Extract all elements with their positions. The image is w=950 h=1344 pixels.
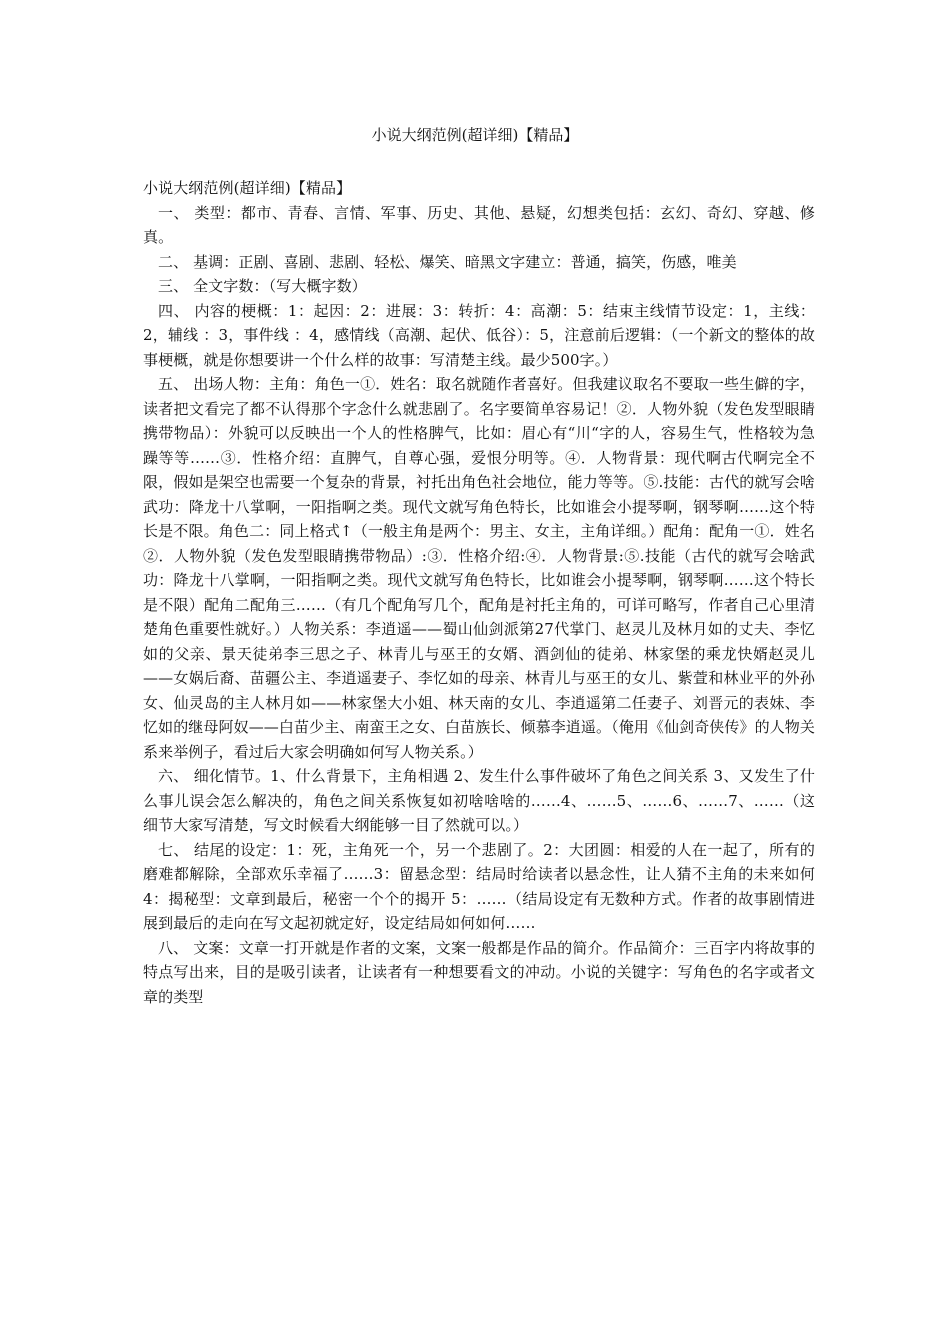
section-plot-details: 六、 细化情节。1、什么背景下，主角相遇 2、发生什么事件破坏了角色之间关系 3、又发生了什么事儿误会怎么解决的，角色之间关系恢复如初啥啥啥的……4、……5、……6、……7、……（这细节大家写清楚，写文时候看大纲能够一目了然就可以。） <box>143 767 815 834</box>
page-title: 小说大纲范例(超详细)【精品】 <box>371 126 579 144</box>
document-subtitle: 小说大纲范例(超详细)【精品】 <box>143 179 352 197</box>
section-characters: 五、 出场人物：主角：角色一①．姓名：取名就随作者喜好。但我建议取名不要取一些生僻的字，读者把文看完了都不认得那个字念什么就悲剧了。名字要简单容易记！②．人物外貌（发色发型眼睛携带物品）：外貌可以反映出一个人的性格脾气，比如：眉心有“川“字的人，容易生气，性格较为急躁等等……③．性格介绍：直脾气，自尊心强，爱恨分明等。④．人物背景：现代啊古代啊完全不限，假如是架空也需要一个复杂的背景，衬托出角色社会地位，能力等等。⑤.技能：古代的就写会啥武功：降龙十八掌啊，一阳指啊之类。现代文就写角色特长，比如谁会小提琴啊，钢琴啊……这个特长是不限。角色二：同上格式↑（一般主角是两个：男主、女主，主角详细。）配角：配角一①．姓名②．人物外貌（发色发型眼睛携带物品）:③．性格介绍:④．人物背景:⑤.技能（古代的就写会啥武功：降龙十八掌啊，一阳指啊之类。现代文就写角色特长，比如谁会小提琴啊，钢琴啊……这个特长是不限）配角二配角三……（有几个配角写几个，配角是衬托主角的，可详可略写，作者自己心里清楚角色重要性就好。）人物关系：李逍遥——蜀山仙剑派第27代掌门、赵灵儿及林月如的丈夫、李忆如的父亲、景天徒弟李三思之子、林青儿与巫王的女婿、酒剑仙的徒弟、林家堡的乘龙快婿赵灵儿——女娲后裔、苗疆公主、李逍遥妻子、李忆如的母亲、林青儿与巫王的女儿、紫萱和林业平的外孙女、仙灵岛的主人林月如——林家堡大小姐、林天南的女儿、李逍遥第二任妻子、刘晋元的表妹、李忆如的继母阿奴——白苗少主、南蛮王之女、白苗族长、倾慕李逍遥。（俺用《仙剑奇侠传》的人物关系来举例子，看过后大家会明确如何写人物关系。） <box>143 375 816 761</box>
section-ending: 七、 结尾的设定：1：死，主角死一个，另一个悲剧了。2：大团圆：相爱的人在一起了，所有的磨难都解除，全部欢乐幸福了……3：留悬念型：结局时给读者以悬念性，让人猜不主角的未来如何 4：揭秘型：文章到最后，秘密一个个的揭开 5：……（结局设定有无数种方式。作者的故事剧情进展到最后的走向在写文起初就定好，设定结局如何如何…… <box>143 840 815 932</box>
section-synopsis: 四、 内容的梗概：1：起因：2：进展：3：转折：4：高潮：5：结束主线情节设定：1，主线：2，辅线 ：3，事件线 ：4，感情线（高潮、起伏、低谷）：5，注意前后逻辑：（一个新文的整体的故事梗概，就是你想要讲一个什么样的故事：写清楚主线。最少500字。） <box>143 301 815 369</box>
section-type: 一、 类型：都市、青春、言情、军事、历史、其他、悬疑，幻想类包括：玄幻、奇幻、穿越、修真。 <box>143 203 815 246</box>
document-body <box>143 176 815 1009</box>
section-blurb: 八、 文案：文章一打开就是作者的文案，文案一般都是作品的简介。作品简介：三百字内将故事的特点写出来，目的是吸引读者，让读者有一种想要看文的冲动。小说的关键字：写角色的名字或者文章的类型 <box>143 938 815 1006</box>
section-word-count: 三、 全文字数：（写大概字数） <box>158 277 367 295</box>
section-tone: 二、 基调：正剧、喜剧、悲剧、轻松、爆笑、暗黑文字建立：普通，搞笑，伤感，唯美 <box>158 252 737 271</box>
